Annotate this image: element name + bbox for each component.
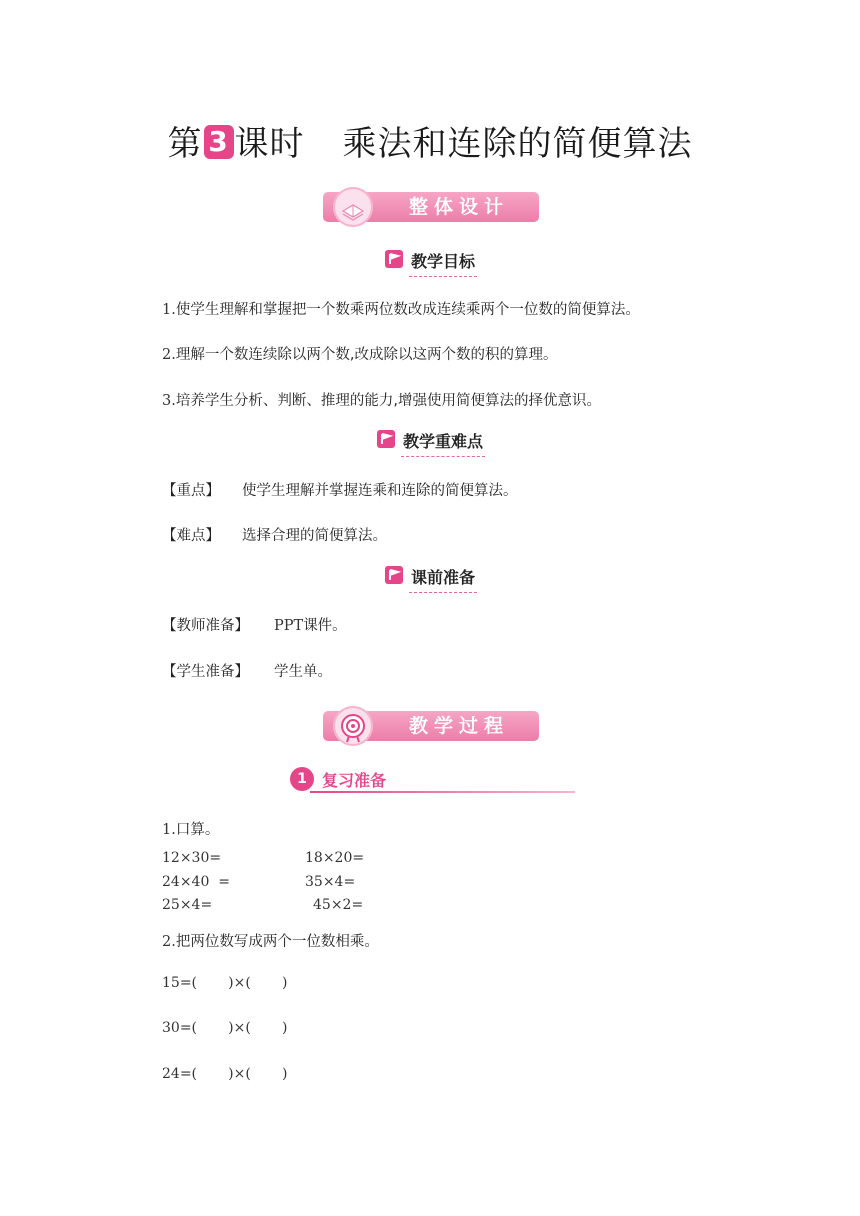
banner-label: 整体设计 — [408, 196, 509, 218]
calc-item: 18×20= — [305, 850, 365, 866]
title-suffix: 课时 — [234, 124, 305, 164]
objective-item: 3.培养学生分析、判断、推理的能力,增强使用简便算法的择优意识。 — [162, 393, 601, 409]
calc-item: 25×4= — [162, 897, 213, 913]
flag-icon — [377, 430, 395, 448]
question-1: 1.口算。 — [162, 822, 220, 838]
section-banner-overall-design — [323, 192, 539, 222]
step-heading-review — [290, 767, 580, 793]
lesson-title — [0, 116, 860, 165]
fill-blank-item: 24=( )×( ) — [162, 1066, 288, 1082]
banner-label: 教学过程 — [408, 715, 509, 737]
flag-icon — [385, 250, 403, 268]
objective-item: 2.理解一个数连续除以两个数,改成除以这两个数的积的算理。 — [162, 347, 558, 363]
book-icon — [333, 187, 373, 227]
title-prefix: 第 — [167, 124, 203, 164]
subheading-keypoints: 教学重难点 — [0, 429, 860, 453]
calc-item: 24×40 = — [162, 874, 230, 890]
section-banner-teaching-process — [323, 711, 539, 741]
step-title: 复习准备 — [322, 771, 387, 790]
lesson-number-badge: 3 — [204, 125, 234, 159]
target-icon — [333, 706, 373, 746]
focus-line: 【重点】 使学生理解并掌握连乘和连除的简便算法。 — [162, 483, 518, 499]
flag-icon — [385, 566, 403, 584]
student-prep-line: 【学生准备】 学生单。 — [162, 664, 332, 680]
difficulty-line: 【难点】 选择合理的简便算法。 — [162, 528, 387, 544]
question-2: 2.把两位数写成两个一位数相乘。 — [162, 934, 379, 950]
calc-item: 45×2= — [313, 897, 364, 913]
step-number-badge: 1 — [290, 767, 314, 791]
subheading-objectives: 教学目标 — [0, 249, 860, 273]
calc-item: 12×30= — [162, 850, 222, 866]
fill-blank-item: 30=( )×( ) — [162, 1020, 288, 1036]
objective-item: 1.使学生理解和掌握把一个数乘两位数改成连续乘两个一位数的简便算法。 — [162, 302, 640, 318]
step-divider — [310, 791, 575, 793]
calc-item: 35×4= — [305, 874, 356, 890]
teacher-prep-line: 【教师准备】 PPT课件。 — [162, 618, 347, 634]
title-main: 乘法和连除的简便算法 — [342, 124, 693, 164]
fill-blank-item: 15=( )×( ) — [162, 975, 288, 991]
subheading-preparation: 课前准备 — [0, 565, 860, 589]
